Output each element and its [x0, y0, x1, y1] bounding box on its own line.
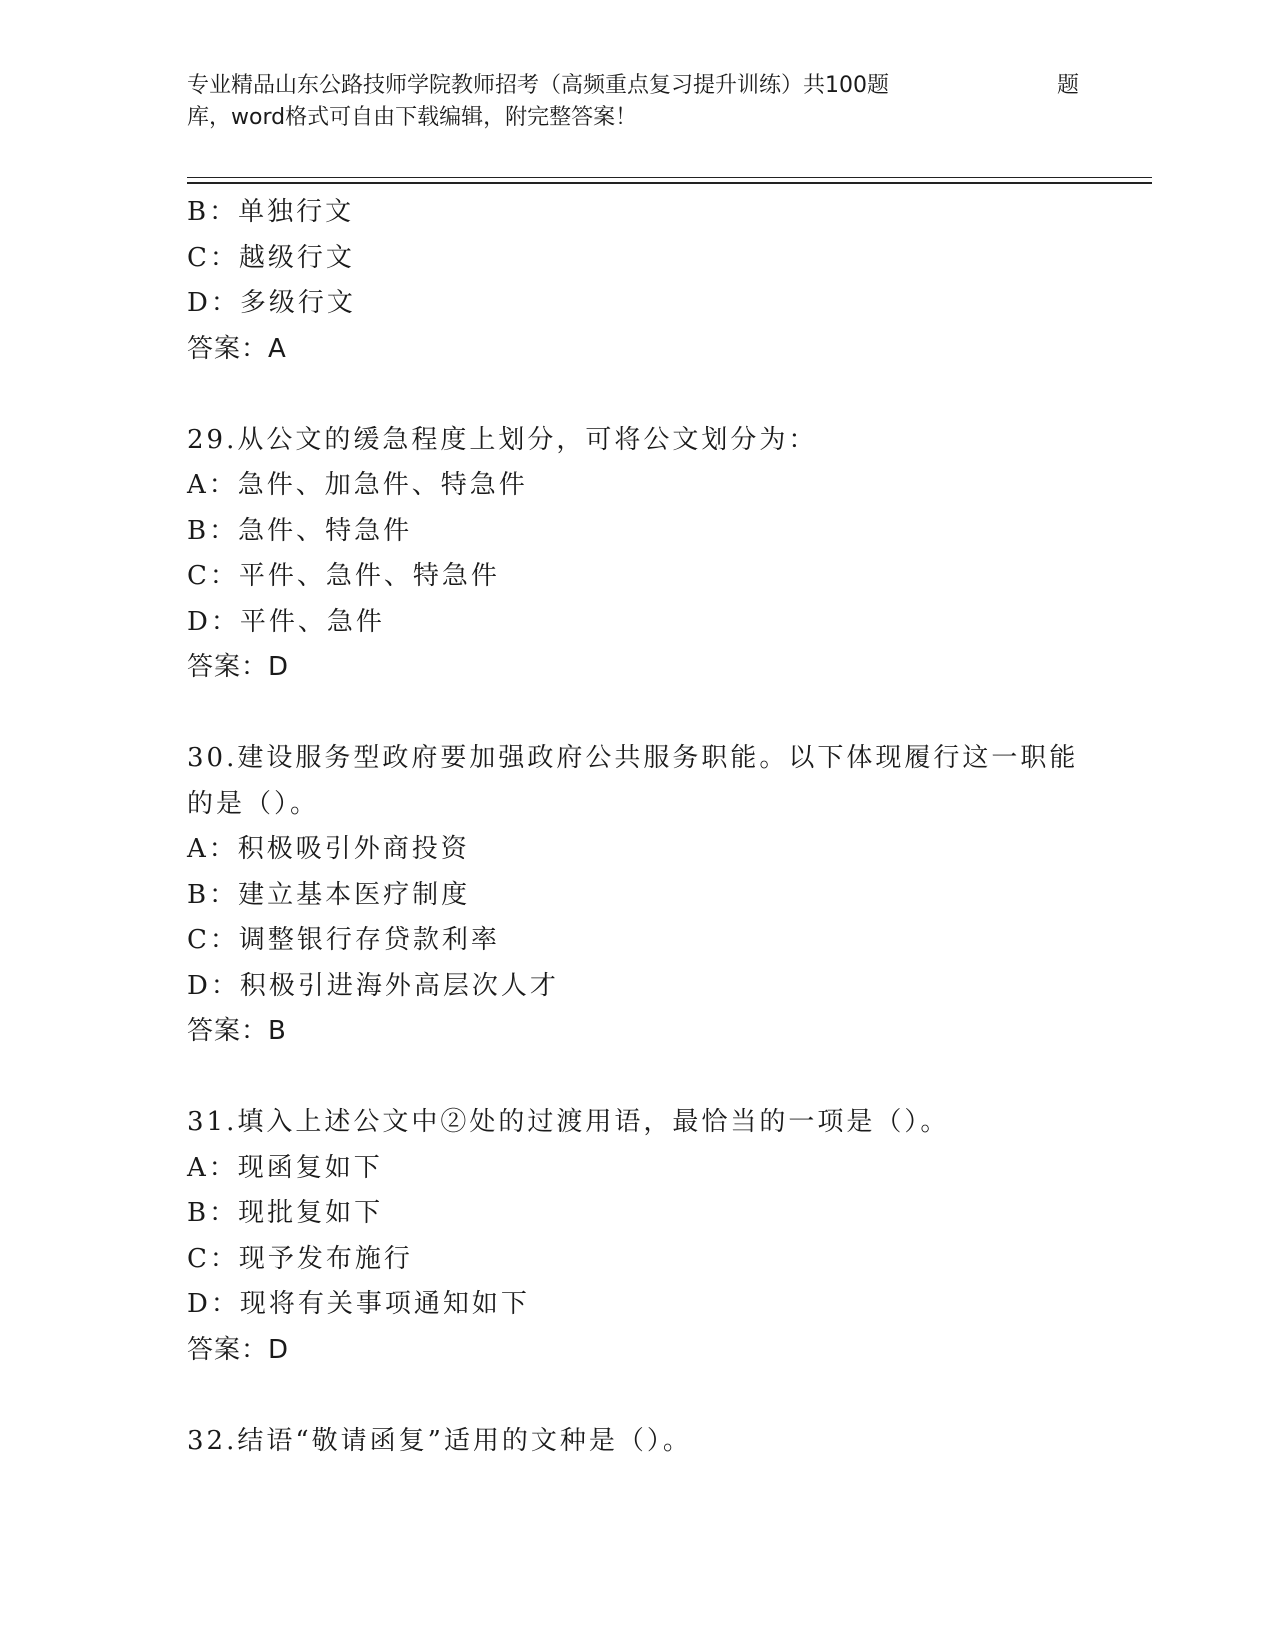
option-d: D：现将有关事项通知如下 — [187, 1289, 530, 1319]
answer-line: 答案：A — [187, 333, 287, 364]
option-b: B：建立基本医疗制度 — [187, 879, 471, 910]
question-29 — [187, 418, 1087, 691]
option-a: A：现函复如下 — [187, 1152, 383, 1183]
spacer — [187, 691, 1087, 737]
question-stem: 31.填入上述公文中②处的过渡用语，最恰当的一项是（）。 — [187, 1107, 950, 1137]
question-stem: 30.建设服务型政府要加强政府公共服务职能。以下体现履行这一职能 — [187, 743, 1079, 773]
spacer — [187, 1373, 1087, 1419]
question-stem: 32.结语“敬请函复”适用的文种是（）。 — [187, 1425, 692, 1456]
question-30 — [187, 736, 1087, 1055]
answer-line: 答案：B — [187, 1016, 287, 1046]
option-b: B：单独行文 — [187, 197, 355, 227]
question-content — [187, 190, 1087, 1464]
header-title-text: 专业精品山东公路技师学院教师招考（高频重点复习提升训练）共100题 — [187, 73, 889, 98]
question-stem: 29.从公文的缓急程度上划分，可将公文划分为： — [187, 424, 818, 455]
answer-line: 答案：D — [187, 1334, 290, 1365]
header-line-2: 库，word格式可自由下载编辑，附完整答案！ — [187, 105, 638, 130]
question-31 — [187, 1100, 1087, 1373]
spacer — [187, 1055, 1087, 1101]
option-c: C：现予发布施行 — [187, 1243, 413, 1274]
option-a: A：急件、加急件、特急件 — [187, 470, 528, 500]
header-rule-thin — [187, 177, 1152, 178]
page-header — [187, 70, 1087, 134]
option-c: C：越级行文 — [187, 242, 355, 273]
option-d: D：多级行文 — [187, 288, 356, 318]
question-32 — [187, 1419, 1087, 1465]
option-b: B：现批复如下 — [187, 1198, 384, 1228]
header-line-1 — [187, 70, 1087, 102]
question-stem-continued: 的是（）。 — [187, 788, 320, 819]
option-d: D：积极引进海外高层次人才 — [187, 970, 559, 1001]
answer-line: 答案：D — [187, 652, 290, 682]
option-c: C：平件、急件、特急件 — [187, 561, 500, 591]
spacer — [187, 372, 1087, 418]
option-d: D：平件、急件 — [187, 606, 385, 637]
header-title-tail: 题 — [1057, 73, 1080, 98]
prev-question-block — [187, 190, 1087, 372]
option-c: C：调整银行存贷款利率 — [187, 925, 500, 955]
option-a: A：积极吸引外商投资 — [187, 834, 470, 864]
header-rule-thick — [187, 182, 1152, 184]
option-b: B：急件、特急件 — [187, 515, 413, 546]
